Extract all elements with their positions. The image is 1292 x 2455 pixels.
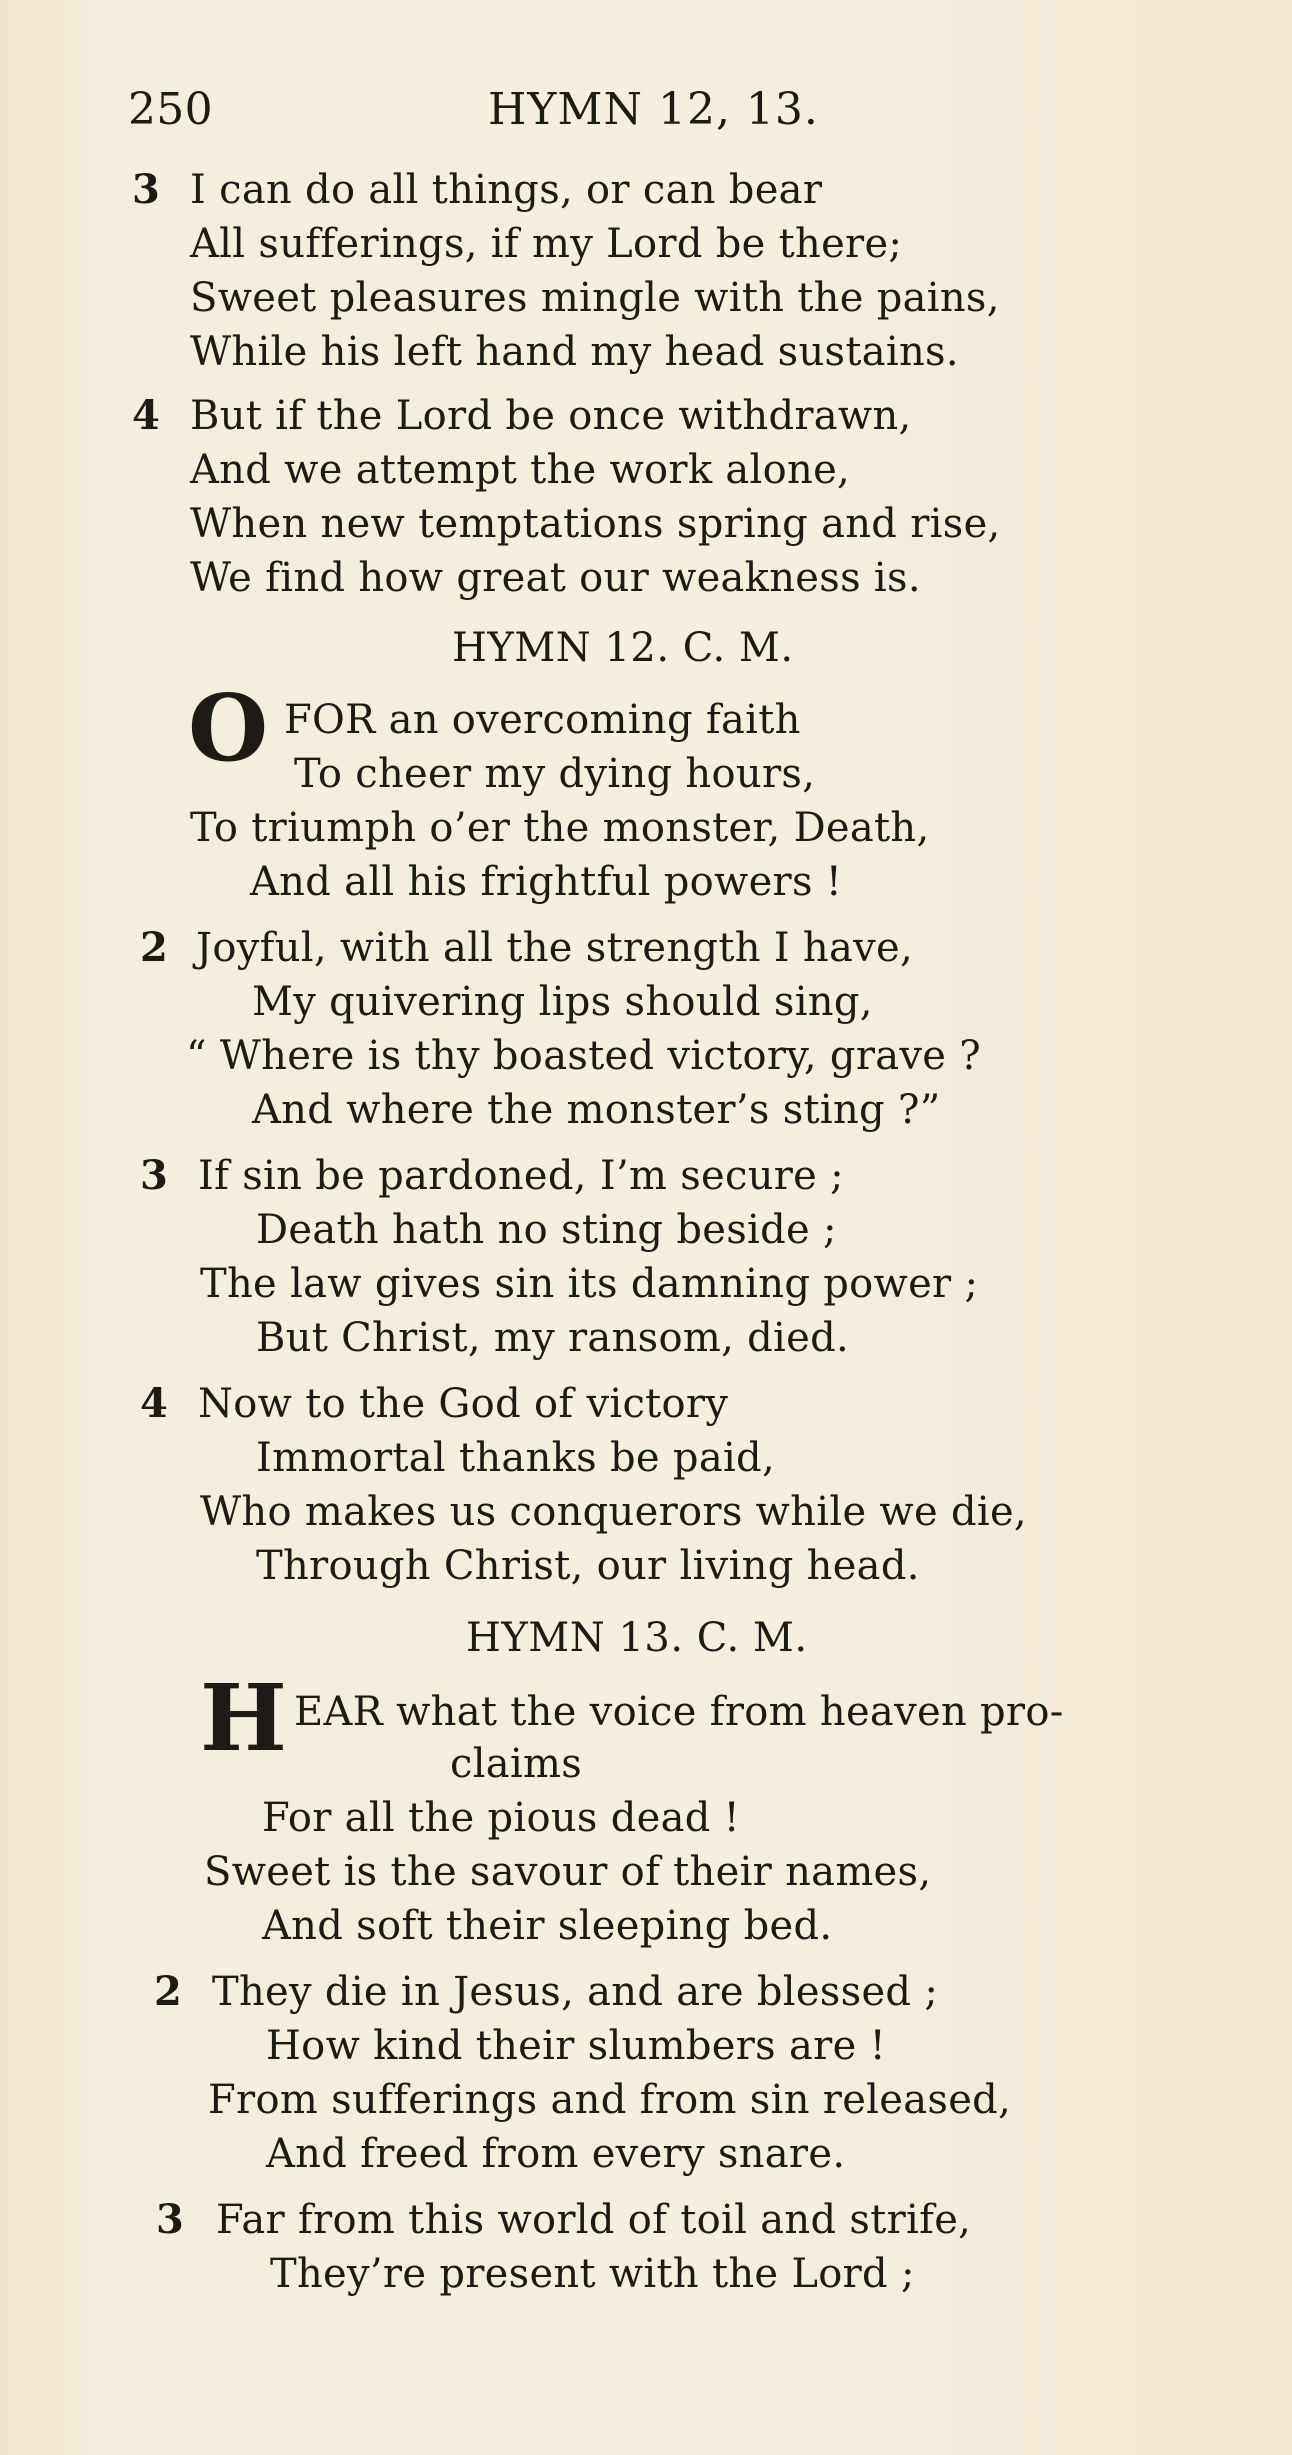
verse-line: But if the Lord be once withdrawn, xyxy=(190,393,912,439)
verse-line: From sufferings and from sin released, xyxy=(208,2077,1012,2123)
verse-number: 2 xyxy=(140,924,169,971)
verse-number: 2 xyxy=(154,1968,183,2015)
verse-number: 3 xyxy=(156,2196,185,2243)
verse-line: If sin be pardoned, I’m secure ; xyxy=(198,1153,844,1199)
verse-line: Joyful, with all the strength I have, xyxy=(196,925,913,971)
verse-line: EAR what the voice from heaven pro- xyxy=(294,1689,1064,1735)
verse-line: They’re present with the Lord ; xyxy=(270,2251,915,2297)
hymn-heading: HYMN 13. C. M. xyxy=(466,1615,808,1661)
verse-line: And where the monster’s sting ?” xyxy=(252,1087,941,1133)
verse-number: 4 xyxy=(140,1380,169,1427)
verse-line: claims xyxy=(450,1741,583,1787)
verse-line: Through Christ, our living head. xyxy=(256,1543,920,1589)
verse-line: But Christ, my ransom, died. xyxy=(256,1315,849,1361)
verse-number: 3 xyxy=(132,166,161,213)
verse-line: Sweet pleasures mingle with the pains, xyxy=(190,275,1000,321)
drop-cap: H xyxy=(200,1664,287,1772)
verse-line: FOR an overcoming faith xyxy=(284,697,801,743)
verse-number: 4 xyxy=(132,392,161,439)
verse-line: While his left hand my head sustains. xyxy=(190,329,959,375)
verse-line: Who makes us conquerors while we die, xyxy=(200,1489,1027,1535)
verse-line: And we attempt the work alone, xyxy=(190,447,851,493)
verse-line: The law gives sin its damning power ; xyxy=(200,1261,979,1307)
verse-line: Sweet is the savour of their names, xyxy=(204,1849,932,1895)
verse-line: And soft their sleeping bed. xyxy=(262,1903,833,1949)
verse-line: And freed from every snare. xyxy=(266,2131,846,2177)
verse-line: Far from this world of toil and strife, xyxy=(216,2197,972,2243)
verse-line: When new temptations spring and rise, xyxy=(190,501,1001,547)
verse-line: How kind their slumbers are ! xyxy=(266,2023,886,2069)
verse-line: We find how great our weakness is. xyxy=(190,555,921,601)
verse-line: For all the pious dead ! xyxy=(262,1795,741,1841)
verse-number: 3 xyxy=(140,1152,169,1199)
page-number: 250 xyxy=(128,84,213,135)
page-header-title: HYMN 12, 13. xyxy=(488,84,819,135)
verse-line: They die in Jesus, and are blessed ; xyxy=(212,1969,939,2015)
verse-line: To cheer my dying hours, xyxy=(294,751,816,797)
verse-line: All sufferings, if my Lord be there; xyxy=(190,221,903,267)
verse-line: I can do all things, or can bear xyxy=(190,167,823,213)
verse-line: My quivering lips should sing, xyxy=(252,979,873,1025)
verse-line: Death hath no sting beside ; xyxy=(256,1207,837,1253)
verse-line: Immortal thanks be paid, xyxy=(256,1435,775,1481)
verse-line: And all his frightful powers ! xyxy=(250,859,843,905)
drop-cap: O xyxy=(188,674,269,782)
verse-line: To triumph o’er the monster, Death, xyxy=(190,805,930,851)
verse-line: “ Where is thy boasted victory, grave ? xyxy=(186,1033,982,1079)
verse-line: Now to the God of victory xyxy=(198,1381,729,1427)
hymn-heading: HYMN 12. C. M. xyxy=(452,625,794,671)
